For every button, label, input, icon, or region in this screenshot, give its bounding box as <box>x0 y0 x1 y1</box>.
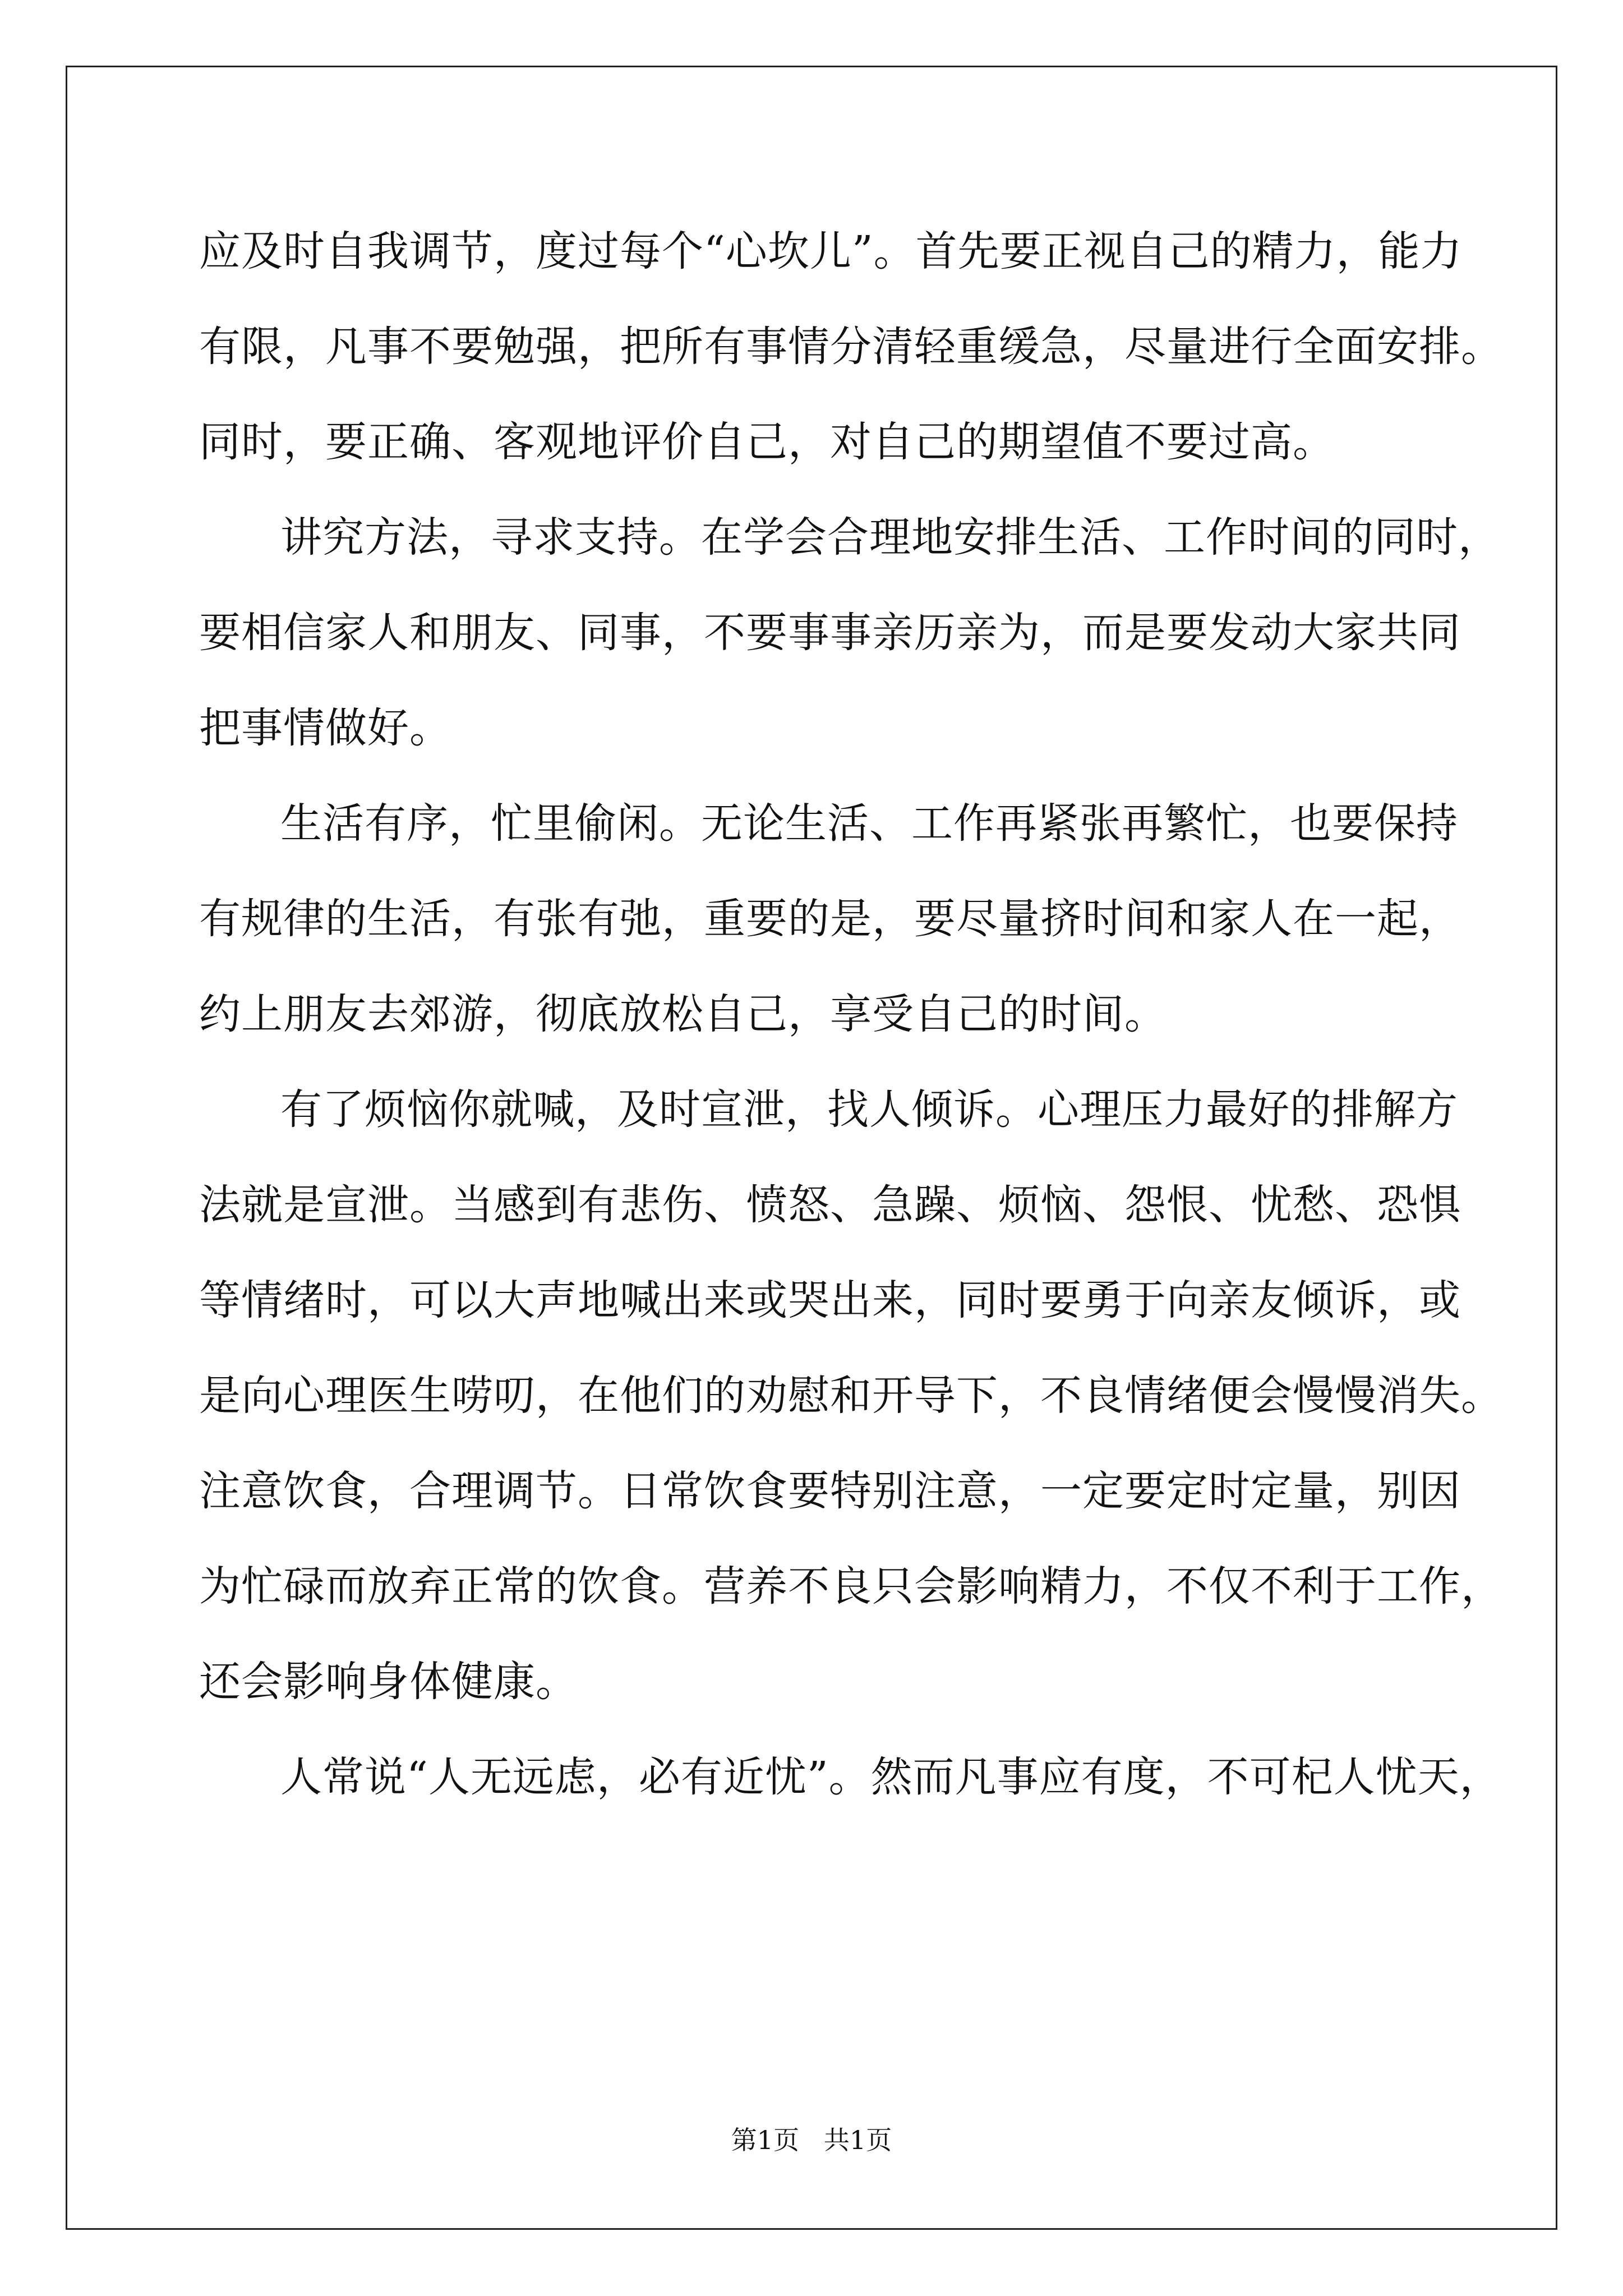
text-line: 约上朋友去郊游，彻底放松自己，享受自己的时间。 <box>199 990 1166 1038</box>
text-line: 同时，要正确、客观地评价自己，对自己的期望值不要过高。 <box>199 418 1335 466</box>
text-line: 是向心理医生唠叨，在他们的劝慰和开导下，不良情绪便会慢慢消失。 <box>199 1372 1503 1420</box>
text-line: 等情绪时，可以大声地喊出来或哭出来，同时要勇于向亲友倾诉，或 <box>199 1276 1461 1324</box>
text-line: 生活有序，忙里偷闲。无论生活、工作再紧张再繁忙，也要保持 <box>280 799 1458 848</box>
text-line: 应及时自我调节，度过每个“心坎儿”。首先要正视自己的精力，能力 <box>199 227 1463 275</box>
page-footer: 第1页 共1页 <box>731 2125 892 2155</box>
text-line: 注意饮食，合理调节。日常饮食要特别注意，一定要定时定量，别因 <box>199 1467 1461 1515</box>
text-line: 要相信家人和朋友、同事，不要事事亲历亲为，而是要发动大家共同 <box>199 609 1461 657</box>
text-line: 讲究方法，寻求支持。在学会合理地安排生活、工作时间的同时， <box>280 513 1500 562</box>
text-line: 有了烦恼你就喊，及时宣泄，找人倾诉。心理压力最好的排解方 <box>280 1085 1458 1134</box>
text-line: 还会影响身体健康。 <box>199 1658 578 1706</box>
text-line: 法就是宣泄。当感到有悲伤、愤怒、急躁、烦恼、怨恨、忧愁、恐惧 <box>199 1181 1461 1229</box>
text-line: 为忙碌而放弃正常的饮食。营养不良只会影响精力，不仅不利于工作， <box>199 1562 1503 1611</box>
page-border <box>66 66 1557 2230</box>
text-line: 把事情做好。 <box>199 704 451 752</box>
text-line: 有限，凡事不要勉强，把所有事情分清轻重缓急，尽量进行全面安排。 <box>199 323 1503 371</box>
text-line: 人常说“人无远虑，必有近忧”。然而凡事应有度，不可杞人忧天， <box>280 1753 1502 1801</box>
text-line: 有规律的生活，有张有弛，重要的是，要尽量挤时间和家人在一起， <box>199 895 1461 943</box>
